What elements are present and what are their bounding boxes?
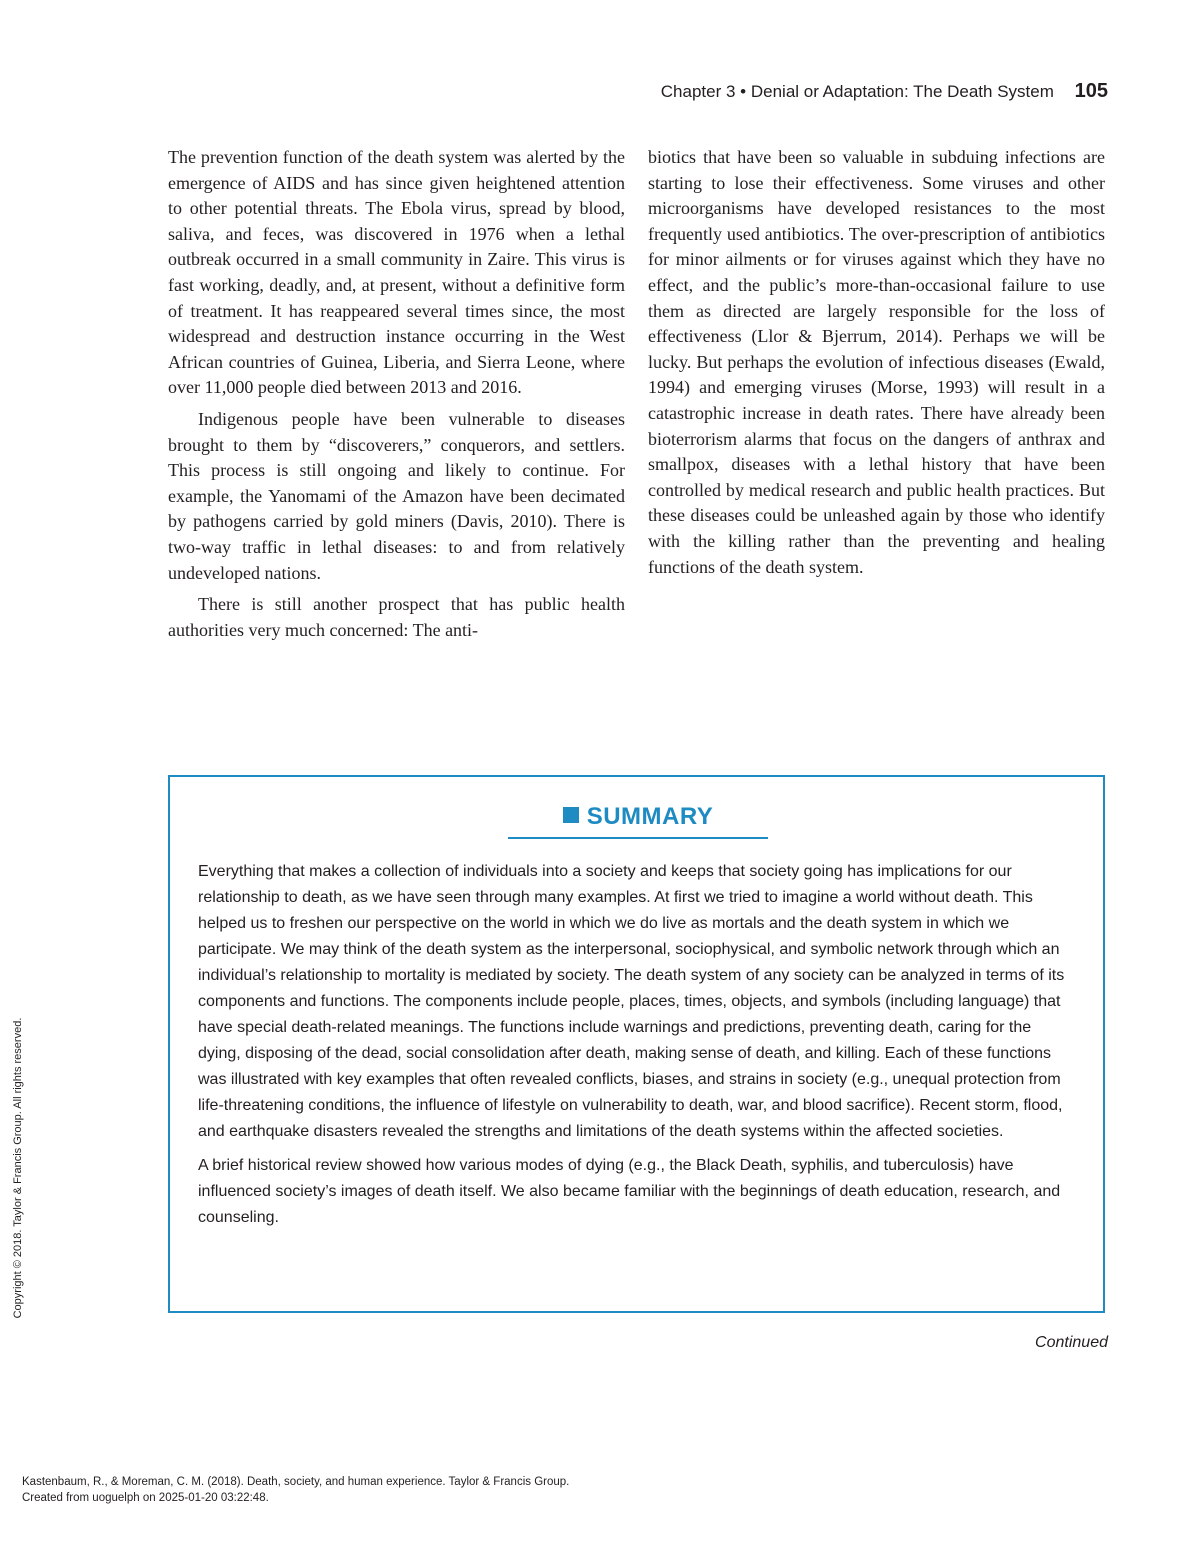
paragraph: The prevention function of the death system was alerted by the emergence of AIDS and has since given heightened attention to other potential threats. The Ebola virus, spread by blood, saliva, and feces, was discovered in 1976 when a lethal outbreak occurred in a small community in Zaire. This virus is fast working, deadly, and, at present, without a definitive form of treatment. It has reappeared several times since, the most widespread and destruction instance occurring in the West African countries of Guinea, Liberia, and Sierra Leone, where over 11,000 people died between 2013 and 2016.	[168, 147, 625, 398]
left-text-column	[168, 145, 625, 643]
chapter-label: Chapter 3	[660, 82, 736, 101]
summary-box	[168, 775, 1105, 1313]
footer-citation: Kastenbaum, R., & Moreman, C. M. (2018). Death, society, and human experience. Taylor & Francis Group.	[22, 1476, 570, 1488]
running-head	[661, 80, 1108, 103]
footer-created: Created from uoguelph on 2025-01-20 03:22:48.	[22, 1492, 269, 1504]
footer	[22, 1474, 569, 1506]
right-text-column	[648, 145, 1105, 580]
continued-label: Continued	[1035, 1334, 1108, 1351]
square-bullet-icon	[563, 807, 579, 823]
summary-body	[198, 859, 1078, 1231]
chapter-title: Denial or Adaptation: The Death System	[750, 82, 1054, 101]
page-number: 105	[1074, 80, 1108, 102]
paragraph: biotics that have been so valuable in subduing infections are starting to lose their effectiveness. Some viruses and other microorganisms have developed resistances to the most frequently used antibiotics. The over-prescription of antibiotics for minor ailments or for viruses against which they have no effect, and the public’s more-than-occasional failure to use them as directed are largely responsible for the loss of effectiveness (Llor & Bjerrum, 2014). Perhaps we will be lucky. But perhaps the evolution of infectious diseases (Ewald, 1994) and emerging viruses (Morse, 1993) will result in a catastrophic increase in death rates. There have already been bioterrorism alarms that focus on the dangers of anthrax and smallpox, diseases with a lethal history that have been controlled by medical research and public health practices. But these diseases could be unleashed again by those who identify with the killing rather than the preventing and healing functions of the death system.	[648, 147, 1105, 577]
summary-paragraph: A brief historical review showed how various modes of dying (e.g., the Black Death, syphilis, and tuberculosis) have influenced society’s images of death itself. We also became familiar with the beginnings of death education, research, and counseling.	[198, 1157, 1061, 1226]
paragraph: There is still another prospect that has public health authorities very much concerned: The anti-	[168, 594, 625, 640]
bullet-separator: •	[740, 82, 747, 101]
summary-heading-text: SUMMARY	[586, 803, 714, 830]
side-copyright-notice: Copyright © 2018. Taylor & Francis Group. All rights reserved.	[12, 1017, 24, 1319]
paragraph: Indigenous people have been vulnerable to diseases brought to them by “discoverers,” conquerors, and settlers. This process is still ongoing and likely to continue. For example, the Yanomami of the Amazon have been decimated by pathogens carried by gold miners (Davis, 2010). There is two-way traffic in lethal diseases: to and from relatively undeveloped nations.	[168, 408, 625, 583]
summary-heading	[508, 803, 768, 839]
summary-paragraph: Everything that makes a collection of individuals into a society and keeps that society going has implications for our relationship to death, as we have seen through many examples. At first we tried to imagine a world without death. This helped us to freshen our perspective on the world in which we do live as mortals and the death system in which we participate. We may think of the death system as the interpersonal, sociophysical, and symbolic network through which an individual’s relationship to mortality is mediated by society. The death system of any society can be analyzed in terms of its components and functions. The components include people, places, times, objects, and symbols (including language) that have special death-related meanings. The functions include warnings and predictions, preventing death, caring for the dying, disposing of the dead, social consolidation after death, making sense of death, and killing. Each of these functions was illustrated with key examples that often revealed conflicts, biases, and strains in society (e.g., unequal protection from life-threatening conditions, the influence of lifestyle on vulnerability to death, war, and blood sacrifice). Recent storm, flood, and earthquake disasters revealed the strengths and limitations of the death systems within the affected societies.	[198, 863, 1065, 1140]
